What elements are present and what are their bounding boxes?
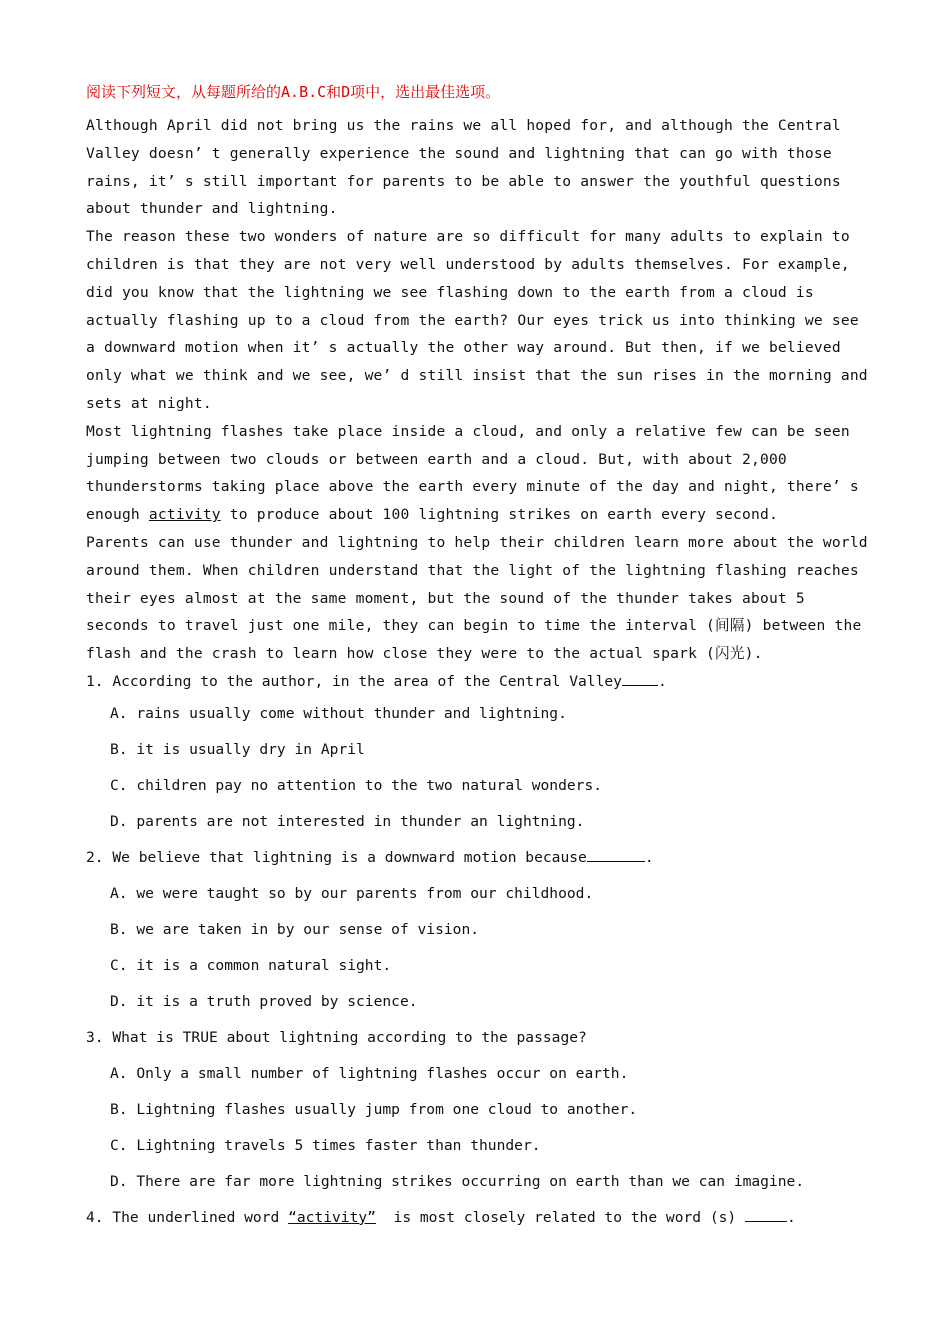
question-3-option-a: A. Only a small number of lightning flashes occur on earth. — [110, 1064, 629, 1082]
passage-paragraph-1: Although April did not bring us the rains we all hoped for, and although the Central Valley doesn’ t generally experience the sound and lightning that can go with those rains, it’ s still important for parents to be able to answer the youthful questions about thunder and lightning. — [86, 117, 841, 218]
question-2-option-c: C. it is a common natural sight. — [110, 956, 392, 974]
passage-paragraph-2: The reason these two wonders of nature are so difficult for many adults to explain to children is that they are not very well understood by adults themselves. For example, did you know that the lightning we see flashing down to the earth from a cloud is actually flashing up to a cloud from the earth? Our eyes trick us into thinking we see a downward motion when it’ s actually the other way around. But then, if we believed only what we think and we see, we’ d still insist that the sun rises in the morning and sets at night. — [86, 228, 868, 412]
question-1-text: 1. According to the author, in the area of the Central Valley — [86, 672, 622, 690]
answer-blank — [587, 845, 645, 862]
question-1-option-a: A. rains usually come without thunder and lightning. — [110, 704, 567, 722]
question-4-text-start: 4. The underlined word — [86, 1208, 289, 1226]
question-1-end: . — [657, 672, 667, 690]
question-2-option-a: A. we were taught so by our parents from our childhood. — [110, 884, 594, 902]
question-4-stem — [86, 1204, 876, 1236]
question-2-end: . — [644, 848, 654, 866]
question-4-text-end: is most closely related to the word (s) — [375, 1208, 745, 1226]
question-2-stem — [86, 844, 876, 880]
paragraph-3-text-start: Most lightning flashes take place inside a cloud, and only a relative few can be seen jumping between two clouds or between earth and a cloud. But, with about 2,000 thunderstorms taking place above the earth every minute of the day and night, there’ s enough — [86, 422, 859, 524]
document-page — [86, 82, 876, 1236]
question-1-option-d: D. parents are not interested in thunder an lightning. — [110, 812, 585, 830]
question-2-option-d: D. it is a truth proved by science. — [110, 992, 418, 1010]
answer-blank — [745, 1205, 787, 1222]
question-2-text: 2. We believe that lightning is a downward motion because — [86, 848, 587, 866]
passage-paragraph-3 — [86, 418, 876, 529]
question-3-option-b: B. Lightning flashes usually jump from one cloud to another. — [110, 1100, 638, 1118]
question-3-option-d: D. There are far more lightning strikes occurring on earth than we can imagine. — [110, 1172, 805, 1190]
question-2-option-b: B. we are taken in by our sense of vision. — [110, 920, 480, 938]
instruction-heading: 阅读下列短文，从每题所给的A.B.C和D项中，选出最佳选项。 — [86, 83, 501, 101]
question-4-end: . — [787, 1208, 796, 1226]
question-4-underlined-word: “activity” — [288, 1208, 376, 1226]
question-1-option-c: C. children pay no attention to the two natural wonders. — [110, 776, 603, 794]
question-3-option-c: C. Lightning travels 5 times faster than thunder. — [110, 1136, 541, 1154]
answer-blank — [622, 669, 658, 686]
question-3-stem: 3. What is TRUE about lightning according to the passage? — [86, 1028, 587, 1046]
passage-paragraph-4: Parents can use thunder and lightning to help their children learn more about the world around them. When children understand that the light of the lightning flashing reaches their eyes almost at the same moment, but the sound of the thunder takes about 5 seconds to travel just one mile, they can begin to time the interval (间隔) between the flash and the crash to learn how close they were to the actual spark (闪光). — [86, 533, 868, 663]
question-1-stem — [86, 668, 876, 700]
question-1-option-b: B. it is usually dry in April — [110, 740, 365, 758]
paragraph-3-text-end: to produce about 100 lightning strikes on earth every second. — [220, 506, 778, 524]
underlined-word-activity: activity — [148, 506, 221, 524]
